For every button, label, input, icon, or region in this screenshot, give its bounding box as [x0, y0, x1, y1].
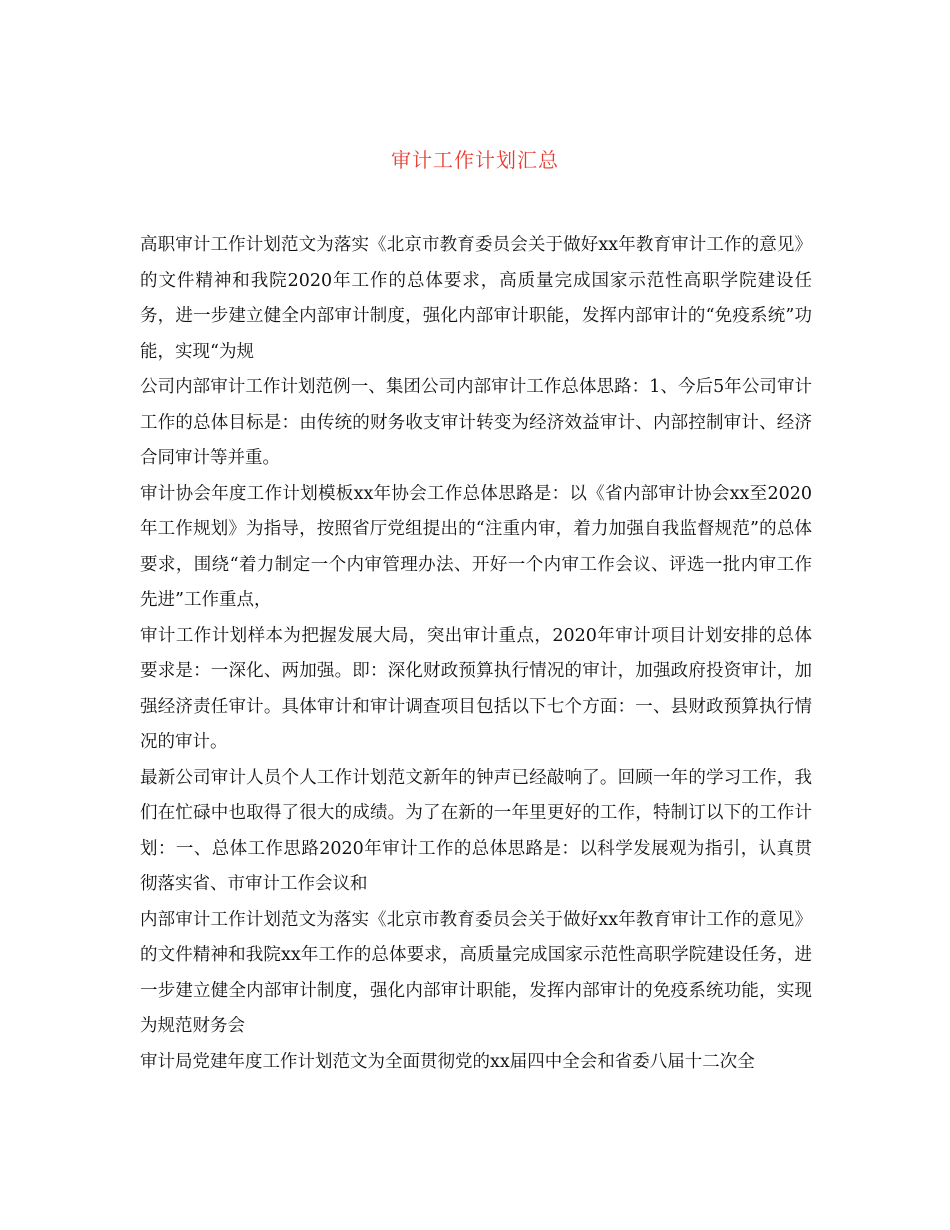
page-title: 审计工作计划汇总: [391, 148, 559, 172]
paragraph-internal-audit-plan: 内部审计工作计划范文为落实《北京市教育委员会关于做好xx年教育审计工作的意见》的文件精神和我院xx年工作的总体要求，高质量完成国家示范性高职学院建设任务，进一步建立健全内部审计制度，强化内部审计职能，发挥内部审计的免疫系统功能，实现为规范财务会: [140, 909, 812, 1036]
paragraph-auditor-personal-plan: 最新公司审计人员个人工作计划范文新年的钟声已经敲响了。回顾一年的学习工作，我们在忙碌中也取得了很大的成绩。为了在新的一年里更好的工作，特制订以下的工作计划：一、总体工作思路2020年审计工作的总体思路是：以科学发展观为指引，认真贯彻落实省、市审计工作会议和: [140, 767, 812, 894]
paragraph-audit-plan-sample: 审计工作计划样本为把握发展大局，突出审计重点，2020年审计项目计划安排的总体要求是：一深化、两加强。即：深化财政预算执行情况的审计，加强政府投资审计，加强经济责任审计。具体审计和审计调查项目包括以下七个方面：一、县财政预算执行情况的审计。: [140, 625, 812, 752]
paragraph-vocational-audit-plan: 高职审计工作计划范文为落实《北京市教育委员会关于做好xx年教育审计工作的意见》的文件精神和我院2020年工作的总体要求，高质量完成国家示范性高职学院建设任务，进一步建立健全内部审计制度，强化内部审计职能，发挥内部审计的“免疫系统”功能，实现“为规: [140, 235, 812, 362]
document-body: [140, 228, 812, 1080]
paragraph-company-internal-audit: 公司内部审计工作计划范例一、集团公司内部审计工作总体思路：1、今后5年公司审计工作的总体目标是：由传统的财务收支审计转变为经济效益审计、内部控制审计、经济合同审计等并重。: [140, 377, 812, 468]
paragraph-audit-bureau-party-plan: 审计局党建年度工作计划范文为全面贯彻党的xx届四中全会和省委八届十二次全: [140, 1051, 755, 1072]
paragraph-audit-association-plan: 审计协会年度工作计划模板xx年协会工作总体思路是：以《省内部审计协会xx至2020年工作规划》为指导，按照省厅党组提出的“注重内审，着力加强自我监督规范”的总体要求，围绕“着力制定一个内审管理办法、开好一个内审工作会议、评选一批内审工作先进”工作重点，: [140, 483, 812, 610]
